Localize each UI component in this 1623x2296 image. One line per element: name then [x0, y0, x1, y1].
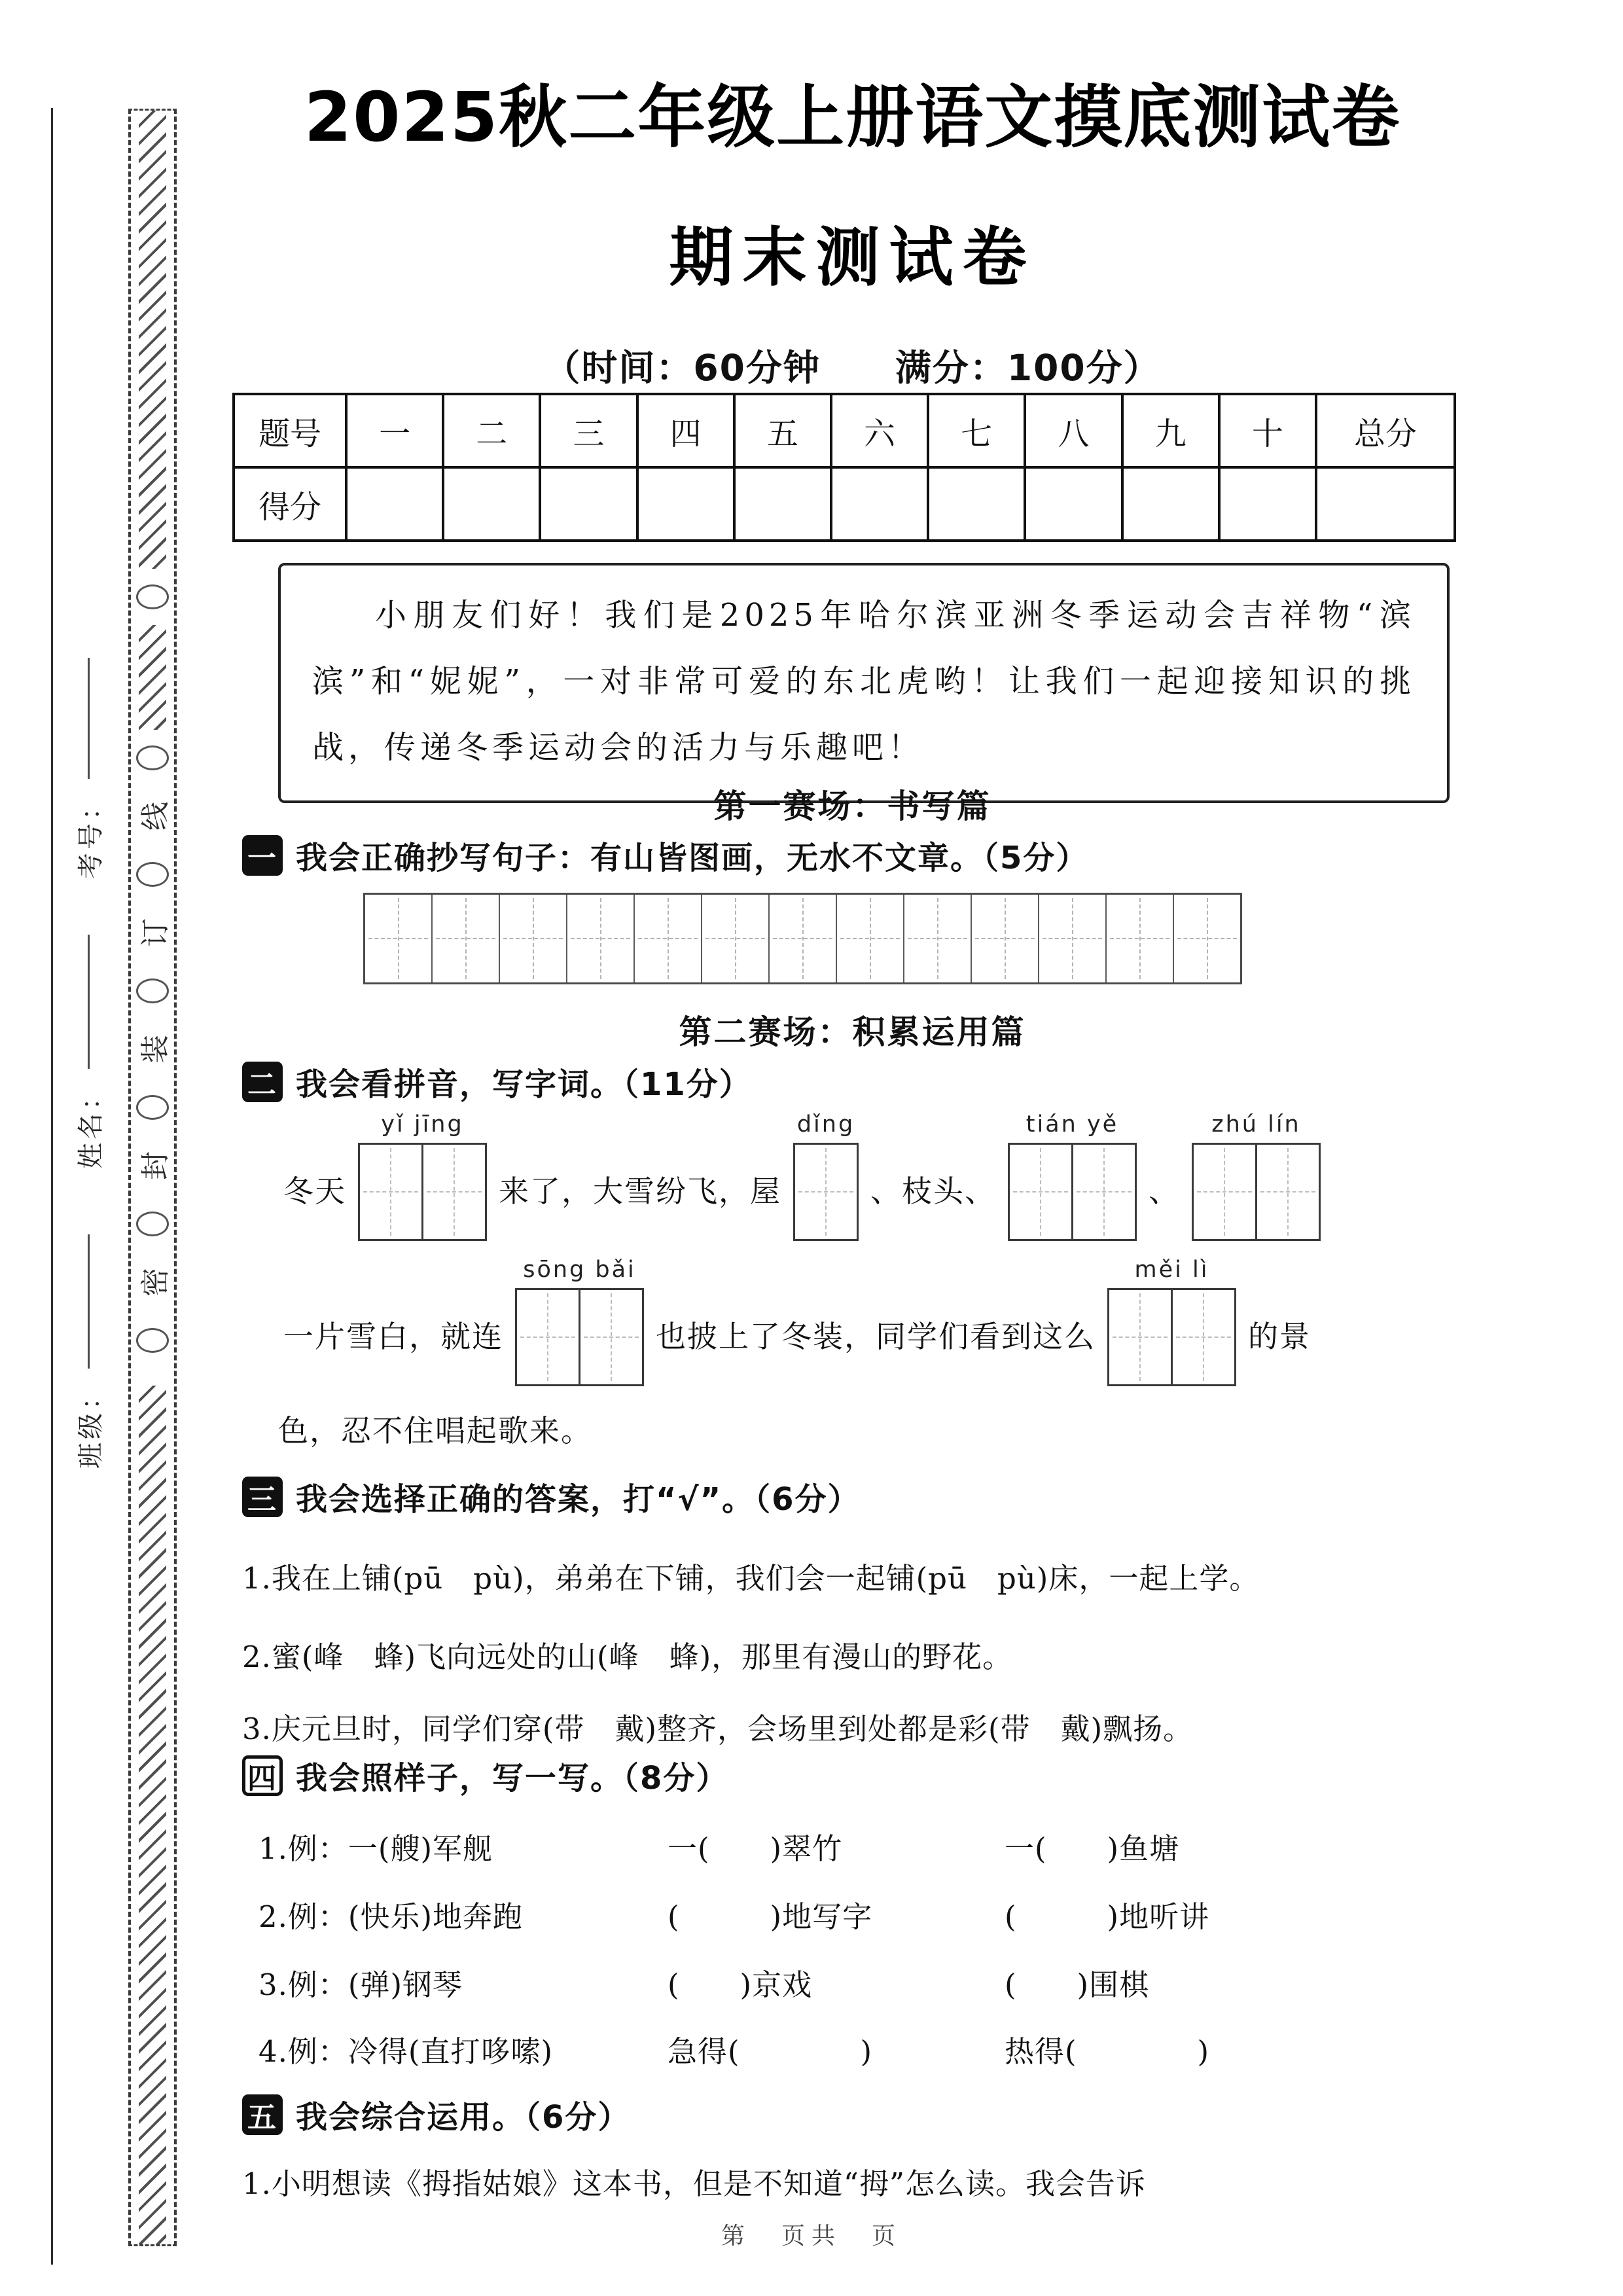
score-row	[234, 467, 1455, 541]
q4-row-3	[242, 1961, 1463, 2003]
page-title: 2025秋二年级上册语文摸底测试卷	[304, 77, 1401, 157]
header-cell: 三	[540, 394, 637, 467]
q4-blank: 一( )鱼塘	[1005, 1831, 1180, 1866]
question-5-number-icon: 五	[242, 2094, 283, 2135]
pinyin-label: yǐ jīng	[381, 1111, 464, 1138]
score-cell	[831, 467, 928, 541]
seal-char-secret: 密	[139, 1268, 172, 1297]
field-exam-number	[65, 658, 111, 890]
header-cell: 二	[443, 394, 540, 467]
question-1-header	[242, 833, 1463, 878]
q3-item-2: 2.蜜(峰 蜂)飞向远处的山(峰 蜂)，那里有漫山的野花。	[242, 1640, 1013, 1674]
score-cell	[540, 467, 637, 541]
writing-cell	[499, 895, 566, 982]
pinyin-box-group	[1192, 1111, 1321, 1241]
answer-boxes	[1192, 1143, 1321, 1241]
seal-circle	[136, 1328, 169, 1353]
exam-paper	[242, 0, 1463, 2296]
writing-grid	[363, 893, 1242, 984]
q4-blank: ( )地听讲	[1005, 1899, 1210, 1934]
field-blank-line	[88, 1234, 90, 1369]
field-label	[65, 1069, 111, 1180]
answer-cell	[1008, 1143, 1073, 1241]
pinyin-label: sōng bǎi	[523, 1257, 636, 1283]
seal-circle	[136, 1211, 169, 1236]
question-3-header	[242, 1474, 1463, 1519]
hatch-marks	[139, 625, 166, 730]
header-cell: 九	[1122, 394, 1219, 467]
class-label: 班级：	[75, 1380, 106, 1469]
question-5-header	[242, 2092, 1463, 2137]
score-cell	[1122, 467, 1219, 541]
fill-text: 、枝头、	[870, 1174, 996, 1209]
answer-boxes	[793, 1143, 859, 1241]
question-1-number-icon: 一	[242, 835, 283, 876]
question-4-header	[242, 1753, 1463, 1798]
writing-cell	[633, 895, 701, 982]
section-2-title: 第二赛场：积累运用篇	[679, 1013, 1026, 1051]
field-class	[65, 1234, 111, 1480]
header-cell-total: 总分	[1316, 394, 1455, 467]
answer-cell	[358, 1143, 423, 1241]
question-1-title: 我会正确抄写句子：有山皆图画，无水不文章。（5分）	[296, 840, 1089, 876]
score-cell	[734, 467, 831, 541]
score-cell	[346, 467, 443, 541]
answer-cell	[1071, 1143, 1137, 1241]
fill-text: 的景	[1248, 1319, 1311, 1354]
writing-cell	[1105, 895, 1173, 982]
answer-cell	[1255, 1143, 1321, 1241]
q4-example: 2.例：(快乐)地奔跑	[259, 1899, 524, 1934]
answer-cell	[579, 1288, 644, 1386]
q4-example: 4.例：冷得(直打哆嗦)	[259, 2034, 554, 2069]
score-cell	[1025, 467, 1122, 541]
question-4-title: 我会照样子，写一写。（8分）	[296, 1760, 729, 1797]
score-label-cell: 得分	[234, 467, 346, 541]
student-name-label: 姓名：	[75, 1080, 106, 1169]
q3-item-1: 1.我在上铺(pū pù)，弟弟在下铺，我们会一起铺(pū pù)床，一起上学。	[242, 1561, 1260, 1596]
q2-fill-line-3: 色，忍不住唱起歌来。	[278, 1413, 592, 1448]
q4-blank: 一( )翠竹	[668, 1831, 843, 1866]
question-4-number-icon: 四	[242, 1755, 283, 1796]
answer-cell	[793, 1143, 859, 1241]
score-cell	[928, 467, 1025, 541]
hatch-marks	[139, 1386, 166, 2244]
hatch-marks	[139, 111, 166, 569]
seal-circle	[136, 584, 169, 609]
field-label	[65, 1369, 111, 1480]
question-2-number-icon: 二	[242, 1062, 283, 1102]
header-cell: 四	[637, 394, 734, 467]
q4-row-2	[242, 1893, 1463, 1935]
exam-number-label: 考号：	[75, 790, 106, 879]
intro-box	[278, 563, 1450, 803]
score-cell	[443, 467, 540, 541]
fill-text: 也披上了冬装，同学们看到这么	[656, 1319, 1096, 1354]
fill-text: 、	[1149, 1174, 1180, 1209]
q5-item-1: 1.小明想读《拇指姑娘》这本书，但是不知道“拇”怎么读。我会告诉	[242, 2166, 1146, 2201]
score-cell-total	[1316, 467, 1455, 541]
seal-circle	[136, 862, 169, 887]
field-blank-line	[88, 658, 90, 779]
seal-char-bind: 订	[139, 918, 172, 947]
score-cell	[637, 467, 734, 541]
question-3-title: 我会选择正确的答案，打“√”。（6分）	[296, 1481, 861, 1518]
score-table-wrap	[232, 393, 1453, 542]
q4-row-4	[242, 2028, 1463, 2070]
answer-boxes	[358, 1143, 487, 1241]
question-2-header	[242, 1059, 1463, 1104]
writing-cell	[701, 895, 768, 982]
answer-cell	[1107, 1288, 1173, 1386]
writing-cell	[836, 895, 903, 982]
pinyin-box-group	[1008, 1111, 1137, 1241]
field-blank-line	[88, 935, 90, 1069]
seal-circle	[136, 745, 169, 770]
header-cell: 七	[928, 394, 1025, 467]
answer-cell	[421, 1143, 487, 1241]
answer-cell	[515, 1288, 580, 1386]
q2-fill-line-1	[242, 1111, 1463, 1241]
binding-seal-strip	[128, 109, 177, 2246]
header-cell: 十	[1219, 394, 1316, 467]
header-cell: 六	[831, 394, 928, 467]
pinyin-label: zhú lín	[1211, 1111, 1301, 1138]
score-cell	[1219, 467, 1316, 541]
answer-boxes	[1008, 1143, 1137, 1241]
header-cell: 八	[1025, 394, 1122, 467]
seal-circle	[136, 1095, 169, 1120]
pinyin-box-group	[793, 1111, 859, 1241]
page-footer: 第 页共 页	[721, 2223, 902, 2250]
seal-char-seal: 封	[139, 1151, 172, 1180]
fill-text: 冬天	[283, 1174, 346, 1209]
q4-blank: ( )围棋	[1005, 1967, 1150, 2002]
question-2-title: 我会看拼音，写字词。（11分）	[296, 1066, 752, 1103]
page-subtitle: 期末测试卷	[669, 221, 1036, 295]
answer-cell	[1171, 1288, 1236, 1386]
header-cell: 题号	[234, 394, 346, 467]
writing-cell	[768, 895, 836, 982]
q4-blank: 热得( )	[1005, 2034, 1210, 2069]
pinyin-label: měi lì	[1134, 1257, 1209, 1283]
seal-circle	[136, 978, 169, 1003]
pinyin-label: tián yě	[1026, 1111, 1119, 1138]
q4-row-1	[242, 1825, 1463, 1867]
q4-blank: 急得( )	[668, 2034, 873, 2069]
writing-cell	[903, 895, 971, 982]
pinyin-label: dǐng	[796, 1111, 855, 1138]
writing-cell	[1038, 895, 1105, 982]
field-label	[65, 779, 111, 890]
header-cell: 一	[346, 394, 443, 467]
question-number-row	[234, 394, 1455, 467]
pinyin-box-group	[358, 1111, 487, 1241]
header-cell: 五	[734, 394, 831, 467]
answer-boxes	[515, 1288, 644, 1386]
section-1-title: 第一赛场：书写篇	[713, 787, 991, 825]
fill-text: 来了，大雪纷飞，屋	[499, 1174, 781, 1209]
question-5-title: 我会综合运用。（6分）	[296, 2099, 631, 2136]
writing-cell	[365, 895, 431, 982]
writing-cell	[971, 895, 1038, 982]
q2-fill-line-2	[242, 1257, 1463, 1386]
writing-cell	[1173, 895, 1240, 982]
writing-cell	[431, 895, 499, 982]
pinyin-box-group	[1107, 1257, 1236, 1386]
score-table	[232, 393, 1456, 542]
q4-example: 3.例：(弹)钢琴	[259, 1967, 463, 2002]
q4-blank: ( )京戏	[668, 1967, 813, 2002]
seal-char-line: 线	[139, 802, 172, 831]
time-score-line: （时间：60分钟 满分：100分）	[544, 347, 1161, 389]
fill-text: 一片雪白，就连	[283, 1319, 503, 1354]
seal-char-mount: 装	[139, 1035, 172, 1064]
writing-cell	[566, 895, 633, 982]
question-3-number-icon: 三	[242, 1477, 283, 1517]
page-edge-line	[51, 108, 53, 2265]
answer-cell	[1192, 1143, 1257, 1241]
q3-item-3: 3.庆元旦时，同学们穿(带 戴)整齐，会场里到处都是彩(带 戴)飘扬。	[242, 1712, 1194, 1746]
field-student-name	[65, 935, 111, 1180]
intro-text: 小朋友们好！我们是2025年哈尔滨亚洲冬季运动会吉祥物“滨滨”和“妮妮”，一对非常可爱的东北虎哟！让我们一起迎接知识的挑战，传递冬季运动会的活力与乐趣吧！	[312, 597, 1416, 766]
pinyin-box-group	[515, 1257, 644, 1386]
answer-boxes	[1107, 1288, 1236, 1386]
q4-example: 1.例：一(艘)军舰	[259, 1831, 493, 1866]
q4-blank: ( )地写字	[668, 1899, 873, 1934]
